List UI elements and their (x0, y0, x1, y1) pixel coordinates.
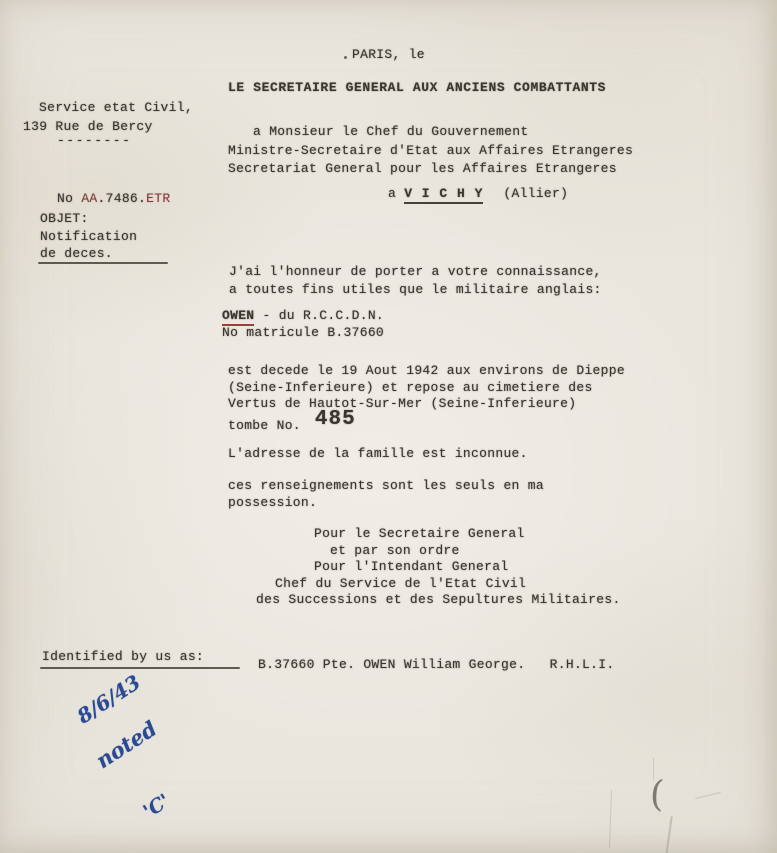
signature-line: Chef du Service de l'Etat Civil (275, 576, 527, 591)
intro-line-1: J'ai l'honneur de porter a votre connaissance, (229, 264, 602, 279)
soldier-unit: - du R.C.C.D.N. (254, 308, 385, 323)
subject-underline (38, 262, 168, 264)
pencil-paren-mark: ( (648, 773, 666, 816)
grave-label: tombe No. (228, 418, 301, 433)
paper-crease (665, 816, 672, 853)
recipient-line-3: Secretariat General pour les Affaires Etrangeres (228, 161, 617, 176)
handwritten-date: 8/6/43 (72, 670, 145, 729)
soldier-name: OWEN (222, 308, 254, 326)
reference-suffix: ETR (146, 191, 171, 206)
recipient-line-1: a Monsieur le Chef du Gouvernement (253, 124, 529, 139)
paper-crease (695, 792, 720, 799)
identification-label: Identified by us as: (42, 649, 205, 664)
death-line-1: est decede le 19 Aout 1942 aux environs de Dieppe (228, 363, 625, 378)
date-line: PARIS, le (352, 47, 425, 62)
signature-line: Pour le Secretaire General (314, 526, 525, 541)
grave-number: 485 (314, 408, 356, 431)
signature-line: des Successions et des Sepultures Militaires. (256, 592, 621, 607)
signature-line: et par son ordre (330, 543, 460, 558)
identification-underline (40, 667, 240, 669)
handwritten-note (42, 652, 233, 853)
place-line (388, 186, 568, 201)
intro-line-2: a toutes fins utiles que le militaire anglais: (229, 282, 602, 297)
subject-line-1: Notification (40, 229, 138, 244)
sender-service: Service etat Civil, (39, 100, 193, 115)
place-prefix: a (388, 186, 405, 201)
handwritten-word: noted (91, 715, 162, 774)
sender-dashes: -------- (57, 133, 132, 148)
closing-line-1: ces renseignements sont les seuls en ma (228, 478, 544, 493)
family-address-line: L'adresse de la famille est inconnue. (228, 446, 528, 461)
signature-line: Pour l'Intendant General (314, 559, 509, 574)
subject-label: OBJET: (40, 211, 89, 226)
place-department: (Allier) (503, 186, 569, 201)
grave-line (228, 408, 356, 436)
sender-address: 139 Rue de Bercy (23, 119, 153, 134)
recipient-line-2: Ministre-Secretaire d'Etat aux Affaires Etrangeres (228, 143, 634, 158)
death-line-2: (Seine-Inferieure) et repose au cimetiere des (228, 380, 593, 395)
paper-crease (653, 758, 654, 780)
identification-value: B.37660 Pte. OWEN William George. R.H.L.I. (258, 657, 615, 672)
stray-ink-dot (344, 56, 347, 59)
reference-prefix: No (57, 191, 82, 206)
death-line-3: Vertus de Hautot-Sur-Mer (Seine-Inferieure) (228, 396, 577, 411)
letterhead-title: LE SECRETAIRE GENERAL AUX ANCIENS COMBATTANTS (228, 80, 607, 95)
paper-crease (609, 790, 612, 848)
subject-line-2: de deces. (40, 246, 113, 261)
reference-number (57, 191, 170, 206)
soldier-line (222, 308, 384, 323)
handwritten-mark: 'C' (139, 789, 174, 823)
closing-line-2: possession. (228, 495, 318, 510)
place-city: V I C H Y (404, 186, 483, 204)
reference-digits: .7486. (97, 191, 147, 206)
reference-series: AA (81, 191, 98, 206)
matricule-line: No matricule B.37660 (222, 325, 385, 340)
